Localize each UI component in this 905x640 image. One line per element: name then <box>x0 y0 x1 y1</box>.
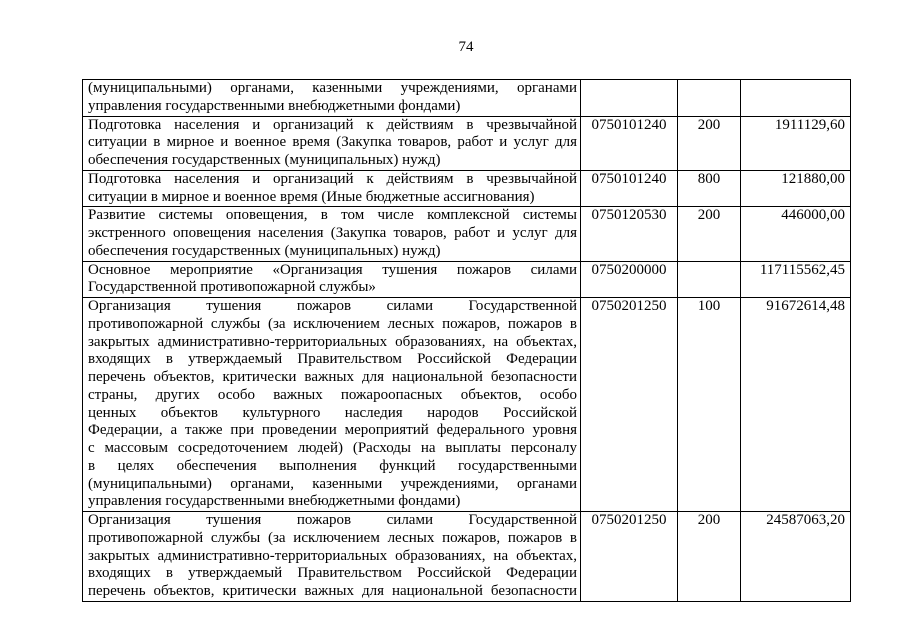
description-line: с массовым сосредоточением людей) (Расходы на выплаты персоналу <box>88 440 577 456</box>
description-line: Государственной противопожарной службы» <box>88 279 376 296</box>
amount-cell <box>741 80 851 117</box>
description-cell <box>83 116 581 170</box>
expense-type-cell: 200 <box>678 512 741 602</box>
code-cell: 0750101240 <box>581 116 678 170</box>
code-cell: 0750201250 <box>581 512 678 602</box>
amount-cell: 91672614,48 <box>741 298 851 512</box>
table-row <box>83 298 851 512</box>
expense-type-cell <box>678 261 741 298</box>
table-row <box>83 512 851 602</box>
table-row <box>83 261 851 298</box>
description-line: Организация тушения пожаров силами Государственной <box>88 298 577 314</box>
amount-cell: 121880,00 <box>741 170 851 207</box>
description-line: Основное мероприятие «Организация тушения пожаров силами <box>88 261 577 278</box>
description-line: перечень объектов, критически важных для национальной безопасности <box>88 369 577 385</box>
expense-type-cell: 200 <box>678 116 741 170</box>
description-cell <box>83 170 581 207</box>
amount-cell: 1911129,60 <box>741 116 851 170</box>
description-line: Развитие системы оповещения, в том числе комплексной системы <box>88 207 577 224</box>
table-row <box>83 116 851 170</box>
description-line: управления государственными внебюджетными фондами) <box>88 493 461 510</box>
description-cell <box>83 80 581 117</box>
description-cell <box>83 261 581 298</box>
code-cell: 0750101240 <box>581 170 678 207</box>
table-row <box>83 80 851 117</box>
description-cell <box>83 512 581 602</box>
code-cell <box>581 80 678 117</box>
expense-type-cell: 200 <box>678 207 741 261</box>
amount-cell: 24587063,20 <box>741 512 851 602</box>
description-line: (муниципальными) органами, казенными учреждениями, органами <box>88 80 577 96</box>
description-line: (муниципальными) органами, казенными учреждениями, органами <box>88 475 577 492</box>
expense-type-cell: 800 <box>678 170 741 207</box>
budget-table <box>82 79 851 602</box>
description-line: закрытых административно-территориальных образованиях, на объектах, <box>88 333 577 350</box>
page-number: 74 <box>458 39 474 55</box>
description-line: управления государственными внебюджетными фондами) <box>88 97 461 114</box>
description-line: Подготовка населения и организаций к действиям в чрезвычайной <box>88 116 577 133</box>
table-row <box>83 170 851 207</box>
amount-cell: 446000,00 <box>741 207 851 261</box>
description-line: Федерации, а также при проведении мероприятий федерального уровня <box>88 422 577 439</box>
table-row <box>83 207 851 261</box>
description-line: противопожарной службы (за исключением лесных пожаров, пожаров в <box>88 529 577 546</box>
code-cell: 0750201250 <box>581 298 678 512</box>
description-line: перечень объектов, критически важных для национальной безопасности <box>88 583 577 599</box>
description-line: ценных объектов культурного наследия народов Российской <box>88 404 577 421</box>
description-cell <box>83 298 581 512</box>
description-line: ситуации в мирное и военное время (Иные бюджетные ассигнования) <box>88 188 535 205</box>
description-line: Подготовка населения и организаций к действиям в чрезвычайной <box>88 170 577 187</box>
expense-type-cell <box>678 80 741 117</box>
description-line: входящих в утверждаемый Правительством Российской Федерации <box>88 351 577 368</box>
expense-type-cell: 100 <box>678 298 741 512</box>
description-line: входящих в утверждаемый Правительством Российской Федерации <box>88 565 577 582</box>
description-cell <box>83 207 581 261</box>
budget-table-body <box>83 80 851 602</box>
description-line: в целях обеспечения выполнения функций государственными <box>88 457 577 474</box>
code-cell: 0750200000 <box>581 261 678 298</box>
description-line: противопожарной службы (за исключением лесных пожаров, пожаров в <box>88 315 577 332</box>
amount-cell: 117115562,45 <box>741 261 851 298</box>
code-cell: 0750120530 <box>581 207 678 261</box>
description-line: Организация тушения пожаров силами Государственной <box>88 512 577 528</box>
description-line: обеспечения государственных (муниципальных) нужд) <box>88 242 441 259</box>
description-line: экстренного оповещения населения (Закупка товаров, работ и услуг для <box>88 225 577 241</box>
description-line: страны, других особо важных пожароопасных объектов, особо <box>88 386 577 403</box>
description-line: закрытых административно-территориальных образованиях, на объектах, <box>88 547 577 564</box>
description-line: ситуации в мирное и военное время (Закупка товаров, работ и услуг для <box>88 134 577 151</box>
description-line: обеспечения государственных (муниципальных) нужд) <box>88 152 441 168</box>
